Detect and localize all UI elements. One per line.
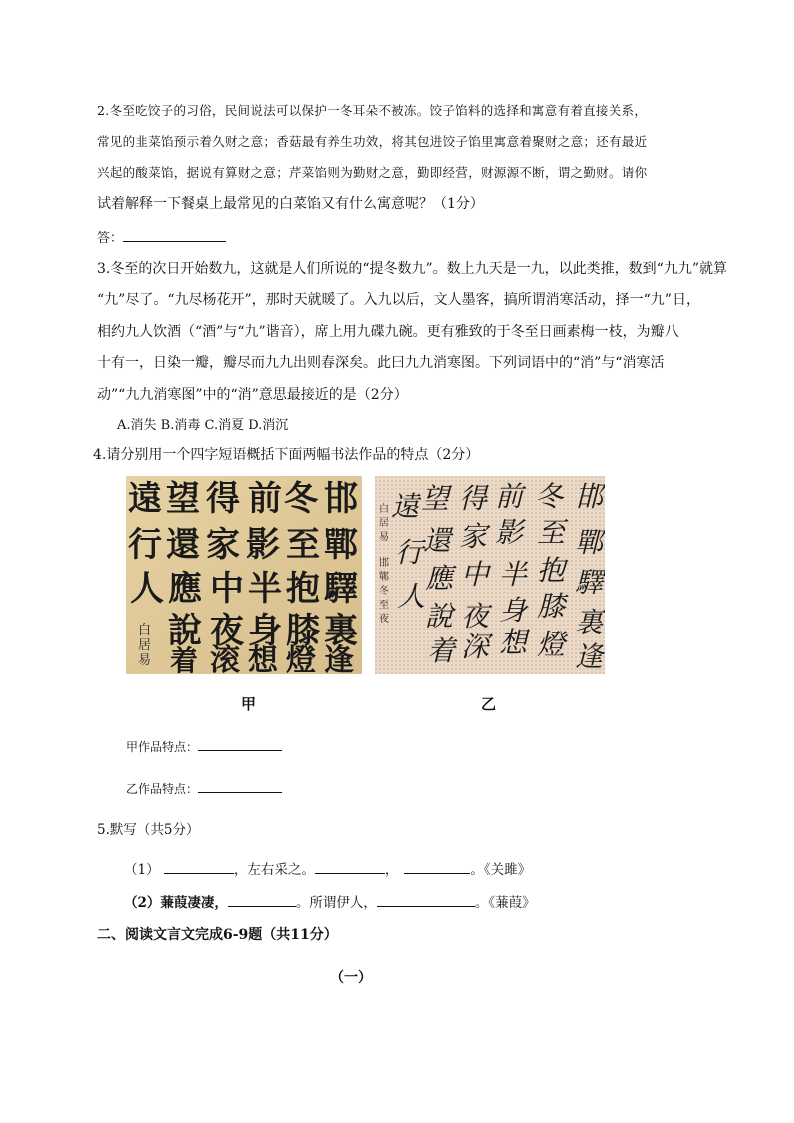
svg-text:得: 得: [459, 482, 488, 515]
q5-item-1-source: 。《关雎》: [470, 862, 532, 878]
svg-text:至: 至: [286, 525, 320, 565]
q3-line-2: “九”尽了。“九尽杨花开”，那时天就暖了。入九以后，文人墨客，搞所谓消寒活动，择一“九”日，: [97, 292, 700, 308]
svg-text:裏: 裏: [575, 606, 604, 639]
svg-text:夜: 夜: [210, 611, 244, 651]
svg-text:中: 中: [461, 558, 490, 591]
svg-text:人: 人: [397, 580, 426, 613]
svg-text:逢: 逢: [575, 640, 604, 673]
svg-text:行: 行: [395, 536, 424, 569]
svg-text:至: 至: [379, 600, 389, 611]
svg-text:裏: 裏: [324, 611, 358, 651]
svg-text:半: 半: [499, 558, 528, 591]
q5-title: 5.默写（共5分）: [97, 822, 200, 838]
svg-text:家: 家: [459, 520, 488, 553]
svg-text:膝: 膝: [286, 611, 320, 651]
q2-line-4: 试着解释一下餐桌上最常见的白菜馅又有什么寓意呢？（1分）: [97, 196, 484, 212]
answer-label: 答：: [97, 231, 124, 246]
q5-item-1-text: ，左右采之。: [233, 862, 315, 878]
svg-text:望: 望: [166, 479, 200, 519]
svg-text:想: 想: [499, 626, 528, 659]
svg-text:還: 還: [166, 525, 200, 565]
svg-text:白: 白: [138, 623, 152, 638]
q3-options: A.消失 B.消毒 C.消夏 D.消沉: [117, 418, 289, 433]
q4-prompt: 4.请分别用一个四字短语概括下面两幅书法作品的特点（2分）: [93, 447, 480, 463]
svg-text:鄲: 鄲: [575, 526, 604, 559]
svg-text:冬: 冬: [535, 480, 564, 513]
svg-text:望: 望: [421, 482, 450, 515]
svg-text:夜: 夜: [461, 600, 490, 633]
svg-text:膝: 膝: [537, 590, 566, 623]
caption-jia: 甲: [241, 695, 257, 713]
yi-feature-blank[interactable]: [198, 778, 282, 793]
svg-text:驛: 驛: [575, 566, 604, 599]
q2-line-1: 2.冬至吃饺子的习俗，民间说法可以保护一冬耳朵不被冻。饺子馅料的选择和寓意有着直接关系，: [97, 103, 648, 118]
svg-text:至: 至: [537, 516, 566, 549]
q5-blank-5[interactable]: [377, 892, 475, 907]
section-2-title: 二、阅读文言文完成6-9题（共11分）: [97, 927, 338, 943]
svg-text:冬: 冬: [284, 479, 318, 519]
svg-text:前: 前: [495, 480, 524, 513]
svg-text:說: 說: [425, 600, 454, 633]
svg-text:居: 居: [379, 518, 389, 529]
svg-text:遠: 遠: [391, 490, 420, 523]
svg-text:身: 身: [248, 611, 282, 651]
svg-text:邯: 邯: [575, 480, 604, 513]
q5-blank-2[interactable]: [315, 859, 385, 874]
svg-text:着: 着: [427, 634, 456, 667]
svg-text:抱: 抱: [537, 554, 566, 587]
svg-text:影: 影: [246, 525, 280, 565]
svg-text:鄲: 鄲: [379, 572, 389, 583]
q5-item-2-source: 。《蒹葭》: [474, 895, 536, 911]
svg-text:遠: 遠: [128, 479, 162, 519]
jia-feature-blank[interactable]: [198, 736, 282, 751]
svg-text:抱: 抱: [286, 569, 320, 609]
svg-text:夜: 夜: [379, 614, 389, 625]
svg-text:鄲: 鄲: [324, 525, 358, 565]
svg-text:人: 人: [130, 569, 164, 609]
svg-text:中: 中: [210, 569, 244, 609]
svg-text:影: 影: [495, 516, 524, 549]
q5-item-2-mid: 。所谓伊人，: [295, 895, 377, 911]
svg-text:家: 家: [206, 525, 240, 565]
jia-feature-label: 甲作品特点：: [126, 740, 199, 754]
section-2-subtitle: （一）: [330, 970, 372, 986]
svg-text:說: 說: [168, 611, 202, 651]
svg-text:驛: 驛: [324, 569, 358, 609]
svg-text:身: 身: [499, 594, 528, 627]
q3-line-1: 3.冬至的次日开始数九，这就是人们所说的“提冬数九”。数上九天是一九，以此类推，数到“九九”就算: [97, 261, 727, 277]
q5-item-1-number: （1）: [124, 862, 160, 878]
svg-text:應: 應: [425, 562, 454, 595]
svg-text:前: 前: [248, 479, 282, 519]
svg-text:易: 易: [138, 653, 152, 668]
q5-item-2: [124, 892, 536, 913]
q5-blank-4[interactable]: [228, 892, 296, 907]
svg-text:應: 應: [168, 569, 202, 609]
q3-line-5: 动”“九九消寒图”中的“消”意思最接近的是（2分）: [97, 387, 408, 403]
svg-text:着: 着: [170, 644, 199, 674]
q3-line-4: 十有一，日染一瓣，瓣尽而九九出则春深矣。此曰九九消寒图。下列词语中的“消”与“消寒活: [97, 355, 665, 371]
svg-text:燈: 燈: [286, 643, 316, 674]
svg-text:深: 深: [461, 630, 490, 663]
calligraphy-yi-image: [375, 476, 605, 674]
caption-yi: 乙: [481, 695, 497, 713]
q5-blank-1[interactable]: [164, 859, 234, 874]
q5-item-1-comma: ，: [384, 862, 399, 878]
svg-text:冬: 冬: [379, 586, 389, 597]
q5-blank-3[interactable]: [404, 859, 470, 874]
yi-feature: [126, 778, 282, 799]
svg-text:還: 還: [423, 524, 452, 557]
q2-answer: [97, 227, 226, 249]
svg-text:易: 易: [379, 532, 389, 543]
svg-text:白: 白: [379, 504, 389, 515]
calligraphy-jia-image: [126, 476, 362, 674]
svg-text:居: 居: [138, 638, 152, 653]
svg-text:燈: 燈: [537, 628, 566, 661]
svg-text:想: 想: [248, 643, 278, 674]
svg-text:行: 行: [128, 525, 162, 565]
svg-text:滚: 滚: [210, 643, 240, 674]
svg-text:邯: 邯: [379, 558, 389, 569]
yi-feature-label: 乙作品特点：: [126, 782, 199, 796]
q2-line-3: 兴起的酸菜馅，据说有算财之意；芹菜馅则为勤财之意，勤即经营，财源源不断，谓之勤财。请你: [97, 165, 648, 180]
svg-text:逢: 逢: [324, 643, 354, 674]
jia-feature: [126, 736, 282, 757]
svg-text:得: 得: [206, 479, 240, 519]
q2-line-2: 常见的韭菜馅预示着久财之意；香菇最有养生功效，将其包进饺子馅里寓意着聚财之意；还有最近: [97, 134, 648, 149]
q5-item-1: [124, 859, 531, 880]
svg-text:邯: 邯: [324, 479, 358, 519]
answer-blank[interactable]: [123, 227, 226, 242]
svg-text:半: 半: [248, 569, 282, 609]
q3-line-3: 相约九人饮酒（“酒”与“九”谐音），席上用九碟九碗。更有雅致的于冬至日画素梅一枝，为瓣八: [97, 324, 679, 340]
q5-item-2-text: （2）蒹葭凄凄，: [124, 895, 228, 911]
